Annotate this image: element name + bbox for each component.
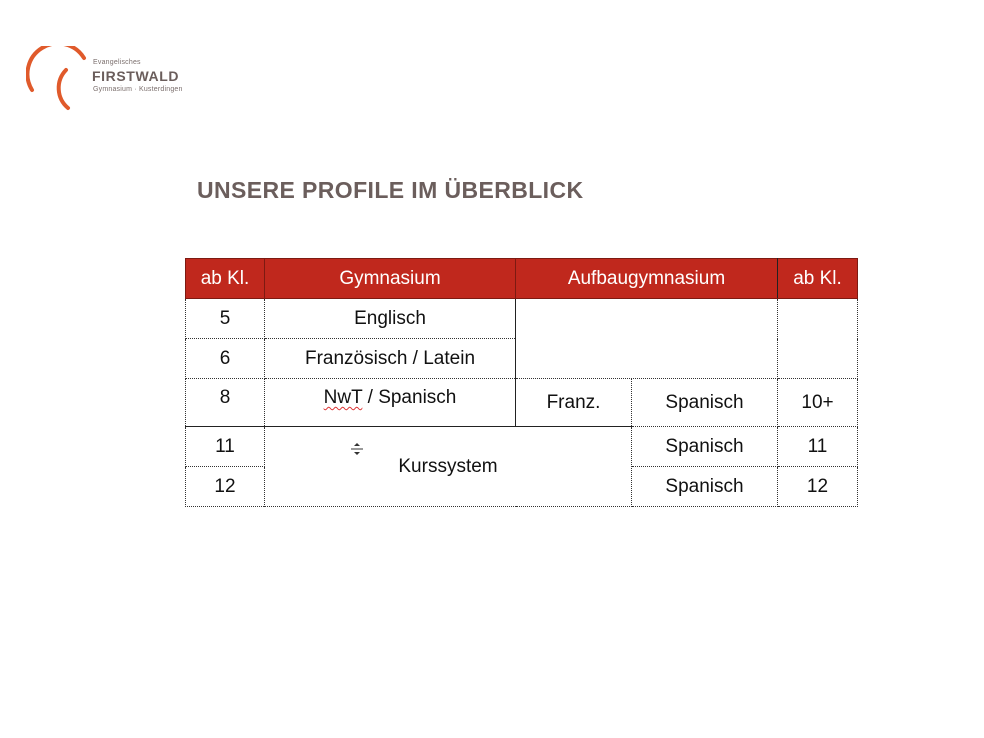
cell-gymnasium[interactable]: Englisch bbox=[265, 299, 516, 339]
cell-aufbau-b[interactable]: Spanisch bbox=[632, 427, 778, 467]
header-ab-kl-left[interactable]: ab Kl. bbox=[186, 259, 265, 299]
cell-aufbau-b[interactable]: Spanisch bbox=[632, 467, 778, 507]
table-header-row bbox=[186, 259, 858, 299]
row-resize-icon[interactable] bbox=[350, 442, 364, 459]
cell-grade[interactable]: 8 bbox=[186, 379, 265, 427]
cell-aufbau-a[interactable]: Franz. bbox=[516, 379, 632, 427]
header-ab-kl-right[interactable]: ab Kl. bbox=[778, 259, 858, 299]
cell-text: / Spanisch bbox=[362, 387, 457, 408]
logo-line-3: Gymnasium · Kusterdingen bbox=[93, 86, 183, 93]
logo-line-1: Evangelisches bbox=[93, 59, 141, 66]
table-row bbox=[186, 299, 858, 339]
school-logo bbox=[26, 46, 206, 112]
cell-gymnasium[interactable] bbox=[265, 379, 516, 427]
cell-gymnasium[interactable]: Französisch / Latein bbox=[265, 339, 516, 379]
logo-name: FIRSTWALD bbox=[92, 68, 180, 84]
cell-grade[interactable]: 11 bbox=[186, 427, 265, 467]
cell-grade-right[interactable]: 11 bbox=[778, 427, 858, 467]
cell-aufbau-empty[interactable] bbox=[516, 299, 778, 379]
profiles-table[interactable] bbox=[185, 258, 858, 507]
header-aufbaugymnasium[interactable]: Aufbaugymnasium bbox=[516, 259, 778, 299]
cell-kurssystem[interactable]: Kurssystem bbox=[265, 427, 632, 507]
cell-grade[interactable]: 5 bbox=[186, 299, 265, 339]
cell-grade[interactable]: 6 bbox=[186, 339, 265, 379]
cell-grade-right[interactable]: 10+ bbox=[778, 379, 858, 427]
header-gymnasium[interactable]: Gymnasium bbox=[265, 259, 516, 299]
page-title: UNSERE PROFILE IM ÜBERBLICK bbox=[197, 177, 584, 203]
table-row bbox=[186, 427, 858, 467]
spellcheck-word: NwT bbox=[323, 387, 363, 408]
cell-aufbau-b[interactable]: Spanisch bbox=[632, 379, 778, 427]
cell-grade-right[interactable]: 12 bbox=[778, 467, 858, 507]
cell-grade-right-empty[interactable] bbox=[778, 299, 858, 379]
logo-arc-icon bbox=[26, 46, 96, 112]
cell-grade[interactable]: 12 bbox=[186, 467, 265, 507]
